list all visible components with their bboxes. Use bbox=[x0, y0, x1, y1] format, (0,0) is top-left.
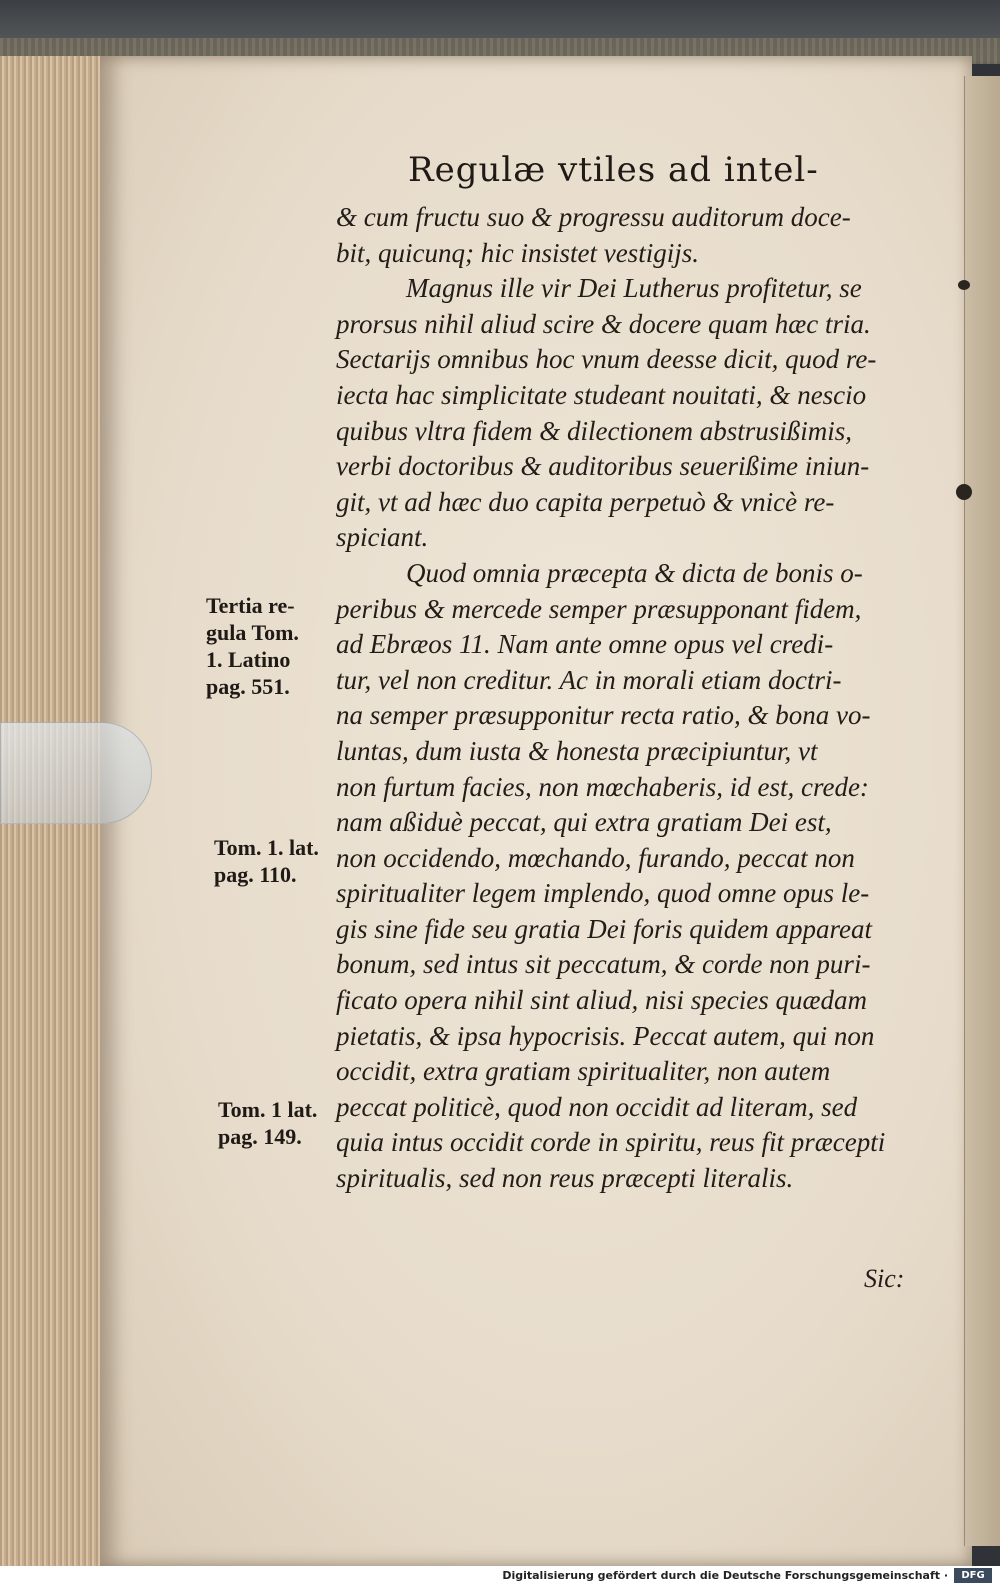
text-line: non occidendo, mœchando, furando, peccat non bbox=[336, 842, 855, 873]
margin-note-line: pag. 110. bbox=[214, 862, 297, 887]
body-text bbox=[336, 200, 916, 1197]
text-line: quia intus occidit corde in spiritu, reus fit præcepti bbox=[336, 1127, 886, 1158]
running-head: Regulæ vtiles ad intel- bbox=[408, 150, 819, 190]
margin-note-line: 1. Latino bbox=[206, 647, 291, 672]
margin-note-line: Tertia re- bbox=[206, 593, 295, 618]
text-line: & cum fructu suo & progressu auditorum doce- bbox=[336, 202, 851, 232]
text-line: verbi doctoribus & auditoribus seuerißime iniun- bbox=[336, 451, 870, 482]
dfg-logo: DFG bbox=[954, 1568, 992, 1583]
margin-note-line: gula Tom. bbox=[206, 620, 299, 645]
text-line: occidit, extra gratiam spiritualiter, non autem bbox=[336, 1056, 831, 1087]
margin-note-line: Tom. 1 lat. bbox=[218, 1097, 318, 1122]
text-line: quibus vltra fidem & dilectionem abstrusißimis, bbox=[336, 415, 852, 446]
text-line: ficato opera nihil sint aliud, nisi species quædam bbox=[336, 985, 867, 1016]
margin-note-tertia-regula bbox=[206, 592, 299, 700]
margin-note-line: Tom. 1. lat. bbox=[214, 835, 319, 860]
text-line: na semper præsupponitur recta ratio, & bona vo- bbox=[336, 700, 871, 731]
text-line: ad Ebræos 11. Nam ante omne opus vel credi- bbox=[336, 629, 834, 660]
footer-bar bbox=[0, 1566, 1000, 1587]
clear-page-marker bbox=[0, 722, 152, 824]
text-line: spiciant. bbox=[336, 522, 429, 553]
text-line: iecta hac simplicitate studeant nouitati, & nescio bbox=[336, 379, 867, 410]
text-line: pietatis, & ipsa hypocrisis. Peccat autem, qui non bbox=[336, 1020, 875, 1051]
margin-note-tom-110 bbox=[214, 834, 319, 888]
footer-credit: Digitalisierung gefördert durch die Deutsche Forschungsgemeinschaft · bbox=[502, 1569, 948, 1582]
text-line: luntas, dum iusta & honesta præcipiuntur, vt bbox=[336, 735, 818, 766]
text-line: nam aßiduè peccat, qui extra gratiam Dei est, bbox=[336, 807, 832, 838]
text-line: peccat politicè, quod non occidit ad literam, sed bbox=[336, 1091, 858, 1122]
text-line: peribus & mercede semper præsupponant fidem, bbox=[336, 593, 862, 624]
text-line: non furtum facies, non mœchaberis, id est, crede: bbox=[336, 771, 869, 802]
text-line: gis sine fide seu gratia Dei foris quidem appareat bbox=[336, 913, 872, 944]
margin-note-line: pag. 149. bbox=[218, 1124, 302, 1149]
catchword: Sic: bbox=[864, 1264, 905, 1293]
binding-hole bbox=[956, 484, 972, 500]
margin-note-line: pag. 551. bbox=[206, 674, 290, 699]
binding-hole bbox=[958, 280, 970, 290]
margin-note-tom-149 bbox=[218, 1096, 317, 1150]
text-line: spiritualis, sed non reus præcepti literalis. bbox=[336, 1163, 794, 1194]
text-line: tur, vel non creditur. Ac in morali etiam doctri- bbox=[336, 664, 842, 695]
text-line: bonum, sed intus sit peccatum, & corde non puri- bbox=[336, 949, 871, 980]
text-line: spiritualiter legem implendo, quod omne opus le- bbox=[336, 878, 870, 909]
text-line: git, vt ad hæc duo capita perpetuò & vnicè re- bbox=[336, 486, 835, 517]
text-line: Quod omnia præcepta & dicta de bonis o- bbox=[406, 557, 863, 588]
text-line: prorsus nihil aliud scire & docere quam hæc tria. bbox=[336, 308, 871, 339]
text-line: Sectarijs omnibus hoc vnum deesse dicit, quod re- bbox=[336, 344, 877, 375]
text-line: bit, quicunq; hic insistet vestigijs. bbox=[336, 237, 699, 268]
facing-page-edge bbox=[964, 76, 1000, 1546]
text-line: Magnus ille vir Dei Lutherus profitetur, se bbox=[406, 273, 862, 304]
